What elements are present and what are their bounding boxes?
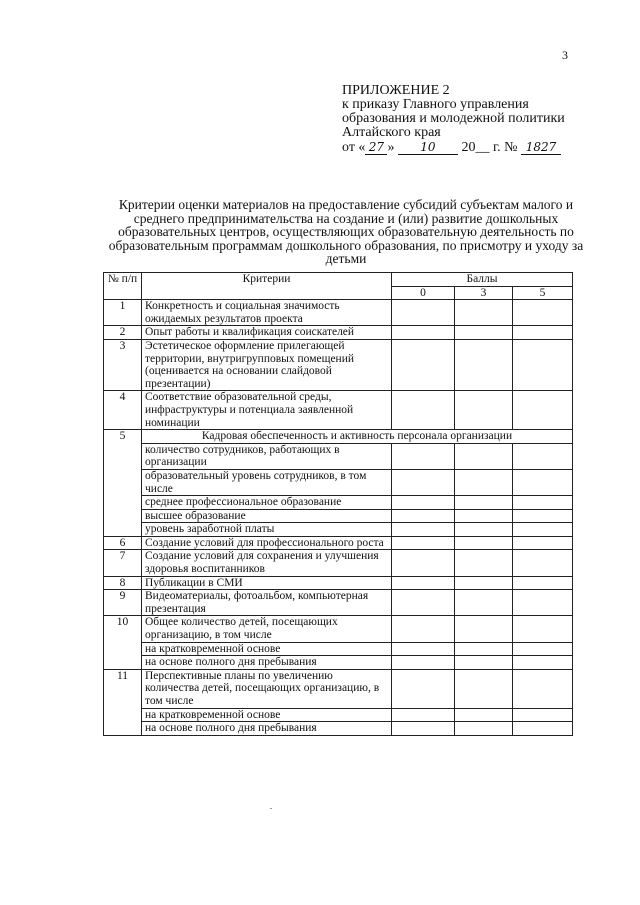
score-cell[interactable] [455, 300, 513, 326]
scan-mark [270, 808, 272, 809]
score-col-0: 0 [392, 286, 455, 300]
table-row [104, 656, 573, 670]
score-cell[interactable] [513, 656, 573, 670]
criterion-text: уровень заработной платы [142, 523, 392, 537]
score-cell[interactable] [513, 550, 573, 576]
score-cell[interactable] [455, 656, 513, 670]
row-number: 5 [104, 430, 142, 537]
score-cell[interactable] [392, 708, 455, 722]
score-cell[interactable] [392, 550, 455, 576]
score-cell[interactable] [513, 616, 573, 642]
date-year: 20__ г. № [461, 140, 518, 155]
criterion-text: Эстетическое оформление прилегающей территории, внутригрупповых помещений (оценивается на основании слайдовой презентации) [142, 339, 392, 390]
table-row [104, 509, 573, 523]
criterion-text: высшее образование [142, 509, 392, 523]
score-cell[interactable] [392, 536, 455, 550]
appendix-line-3: Алтайского края [342, 125, 441, 140]
score-cell[interactable] [455, 590, 513, 616]
row-number: 9 [104, 590, 142, 616]
section-heading: Кадровая обеспеченность и активность персонала организации [142, 430, 573, 444]
score-cell[interactable] [455, 616, 513, 642]
page-number: 3 [562, 48, 568, 62]
criterion-text: Создание условий для профессионального роста [142, 536, 392, 550]
score-cell[interactable] [513, 496, 573, 510]
score-cell[interactable] [455, 708, 513, 722]
date-day: 27 [365, 140, 387, 155]
appendix-line-1: к приказу Главного управления [342, 97, 529, 112]
row-number: 6 [104, 536, 142, 550]
score-cell[interactable] [455, 576, 513, 590]
table-row [104, 722, 573, 736]
score-cell[interactable] [455, 509, 513, 523]
score-cell[interactable] [392, 590, 455, 616]
table-row [104, 339, 573, 390]
score-cell[interactable] [513, 536, 573, 550]
score-cell[interactable] [513, 642, 573, 656]
table-row [104, 496, 573, 510]
score-cell[interactable] [513, 523, 573, 537]
score-cell[interactable] [513, 722, 573, 736]
score-cell[interactable] [392, 722, 455, 736]
criterion-text: Опыт работы и квалификация соискателей [142, 326, 392, 340]
table-row [104, 523, 573, 537]
date-mid: » [387, 140, 395, 155]
score-cell[interactable] [455, 550, 513, 576]
table-row [104, 326, 573, 340]
score-cell[interactable] [455, 443, 513, 469]
score-cell[interactable] [392, 509, 455, 523]
appendix-block [342, 84, 582, 155]
table-row [104, 576, 573, 590]
criterion-text: Публикации в СМИ [142, 576, 392, 590]
score-cell[interactable] [392, 656, 455, 670]
criterion-text: Соответствие образовательной среды, инфраструктуры и потенциала заявленной номинации [142, 391, 392, 430]
row-number: 2 [104, 326, 142, 340]
row-number: 3 [104, 339, 142, 390]
score-cell[interactable] [392, 669, 455, 708]
score-cell[interactable] [513, 339, 573, 390]
table-row [104, 616, 573, 642]
score-cell[interactable] [513, 391, 573, 430]
score-cell[interactable] [392, 576, 455, 590]
criterion-text: Видеоматериалы, фотоальбом, компьютерная презентация [142, 590, 392, 616]
score-cell[interactable] [513, 469, 573, 495]
criterion-text: образовательный уровень сотрудников, в том числе [142, 469, 392, 495]
score-cell[interactable] [392, 469, 455, 495]
criterion-text: Создание условий для сохранения и улучшения здоровья воспитанников [142, 550, 392, 576]
score-col-5: 5 [513, 286, 573, 300]
score-cell[interactable] [392, 326, 455, 340]
row-number: 4 [104, 391, 142, 430]
row-number: 7 [104, 550, 142, 576]
table-row [104, 708, 573, 722]
score-col-3: 3 [455, 286, 513, 300]
table-row [104, 590, 573, 616]
table-row [104, 391, 573, 430]
row-number: 8 [104, 576, 142, 590]
row-number: 10 [104, 616, 142, 669]
table-row [104, 469, 573, 495]
table-row [104, 443, 573, 469]
score-cell[interactable] [513, 576, 573, 590]
score-cell[interactable] [513, 443, 573, 469]
order-date-line [342, 140, 582, 155]
criterion-text: Конкретность и социальная значимость ожидаемых результатов проекта [142, 300, 392, 326]
score-cell[interactable] [513, 669, 573, 708]
score-cell[interactable] [455, 669, 513, 708]
score-cell[interactable] [455, 722, 513, 736]
score-cell[interactable] [392, 616, 455, 642]
table-row [104, 536, 573, 550]
document-title: Критерии оценки материалов на предоставление субсидий субъектам малого и среднего предпринимательства на создание и (или) развитие дошкольных образовательных центров, осуществляющих образовательную деятельность по образовательным программам дошкольного образования, по присмотру и уходу за детьми [108, 197, 584, 266]
score-cell[interactable] [392, 300, 455, 326]
score-cell[interactable] [455, 642, 513, 656]
score-cell[interactable] [392, 443, 455, 469]
criterion-text: на основе полного дня пребывания [142, 722, 392, 736]
score-cell[interactable] [392, 523, 455, 537]
date-month: 10 [398, 140, 458, 155]
score-cell[interactable] [455, 339, 513, 390]
score-cell[interactable] [513, 509, 573, 523]
header-num: № п/п [104, 273, 142, 300]
score-cell[interactable] [513, 300, 573, 326]
date-prefix: от « [342, 140, 366, 155]
score-cell[interactable] [455, 523, 513, 537]
score-cell[interactable] [513, 708, 573, 722]
criteria-table [103, 272, 573, 736]
table-row [104, 550, 573, 576]
score-cell[interactable] [392, 391, 455, 430]
score-cell[interactable] [455, 326, 513, 340]
criterion-text: на кратковременной основе [142, 708, 392, 722]
table-row [104, 642, 573, 656]
score-cell[interactable] [455, 391, 513, 430]
score-cell[interactable] [392, 642, 455, 656]
criterion-text: Перспективные планы по увеличению количества детей, посещающих организацию, в том числе [142, 669, 392, 708]
score-cell[interactable] [513, 326, 573, 340]
appendix-title: ПРИЛОЖЕНИЕ 2 [342, 83, 450, 98]
row-number: 1 [104, 300, 142, 326]
table-row [104, 669, 573, 708]
criterion-text: на кратковременной основе [142, 642, 392, 656]
score-cell[interactable] [455, 469, 513, 495]
row-number: 11 [104, 669, 142, 735]
criterion-text: среднее профессиональное образование [142, 496, 392, 510]
header-scores: Баллы [392, 273, 573, 287]
criterion-text: на основе полного дня пребывания [142, 656, 392, 670]
score-cell[interactable] [455, 536, 513, 550]
score-cell[interactable] [392, 339, 455, 390]
score-cell[interactable] [455, 496, 513, 510]
table-row [104, 300, 573, 326]
table-header-row [104, 273, 573, 287]
header-criteria: Критерии [142, 273, 392, 300]
score-cell[interactable] [513, 590, 573, 616]
criterion-text: количество сотрудников, работающих в организации [142, 443, 392, 469]
criterion-text: Общее количество детей, посещающих организацию, в том числе [142, 616, 392, 642]
order-number: 1827 [521, 140, 561, 155]
table-row [104, 430, 573, 444]
appendix-line-2: образования и молодежной политики [342, 111, 565, 126]
score-cell[interactable] [392, 496, 455, 510]
